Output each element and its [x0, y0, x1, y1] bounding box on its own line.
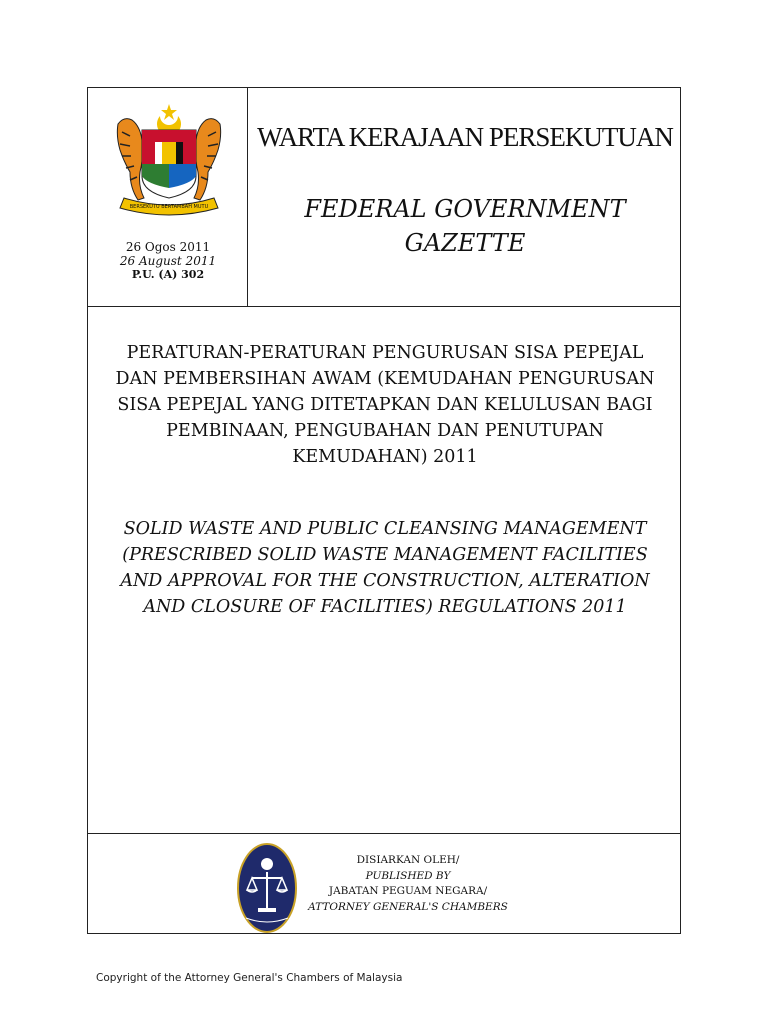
regulation-title-en	[88, 516, 682, 620]
publisher-block	[308, 853, 508, 915]
publisher-name-ms: JABATAN PEGUAM NEGARA/	[328, 885, 488, 897]
header-left-cell	[88, 88, 248, 306]
regulation-title-ms-line: PERATURAN-PERATURAN PENGURUSAN SISA PEPEJAL	[126, 343, 644, 363]
gazette-cover-frame	[87, 87, 681, 934]
published-by-en: PUBLISHED BY	[365, 869, 451, 882]
published-by-ms: DISIARKAN OLEH/	[356, 854, 460, 866]
attorney-general-chambers-logo-icon	[236, 842, 298, 934]
gazette-title-en-line2: GAZETTE	[404, 229, 526, 257]
pu-number: P.U. (A) 302	[131, 268, 205, 281]
malaysia-coat-of-arms-icon	[110, 102, 228, 224]
regulation-title-ms-line: KEMUDAHAN) 2011	[292, 447, 478, 467]
issue-date-en: 26 August 2011	[119, 254, 217, 268]
issue-date-block	[88, 240, 248, 282]
issue-date-ms: 26 Ogos 2011	[125, 240, 211, 254]
regulation-title-en-line: AND APPROVAL FOR THE CONSTRUCTION, ALTERATION	[120, 571, 650, 591]
gazette-title-ms: WARTA KERAJAAN PERSEKUTUAN	[257, 122, 673, 152]
regulation-title-en-line: AND CLOSURE OF FACILITIES) REGULATIONS 2011	[143, 597, 627, 617]
header-divider	[88, 306, 680, 307]
gazette-title-en-line1: FEDERAL GOVERNMENT	[304, 195, 626, 223]
regulation-title-ms-line: SISA PEPEJAL YANG DITETAPKAN DAN KELULUSAN BAGI	[117, 395, 653, 415]
regulation-title-en-line: SOLID WASTE AND PUBLIC CLEANSING MANAGEMENT	[123, 519, 647, 539]
regulation-title-ms	[88, 340, 682, 470]
regulation-title-ms-line: PEMBINAAN, PENGUBAHAN DAN PENUTUPAN	[166, 421, 604, 441]
footer-divider	[88, 833, 680, 834]
regulation-title-ms-line: DAN PEMBERSIHAN AWAM (KEMUDAHAN PENGURUSAN	[115, 369, 655, 389]
publisher-name-en: ATTORNEY GENERAL'S CHAMBERS	[308, 900, 508, 913]
regulation-title-en-line: (PRESCRIBED SOLID WASTE MANAGEMENT FACILITIES	[122, 545, 648, 565]
copyright-notice: Copyright of the Attorney General's Chambers of Malaysia	[96, 972, 403, 984]
crest-motto: BERSEKUTU BERTAMBAH MUTU	[129, 204, 209, 210]
gazette-title-en	[248, 192, 682, 260]
